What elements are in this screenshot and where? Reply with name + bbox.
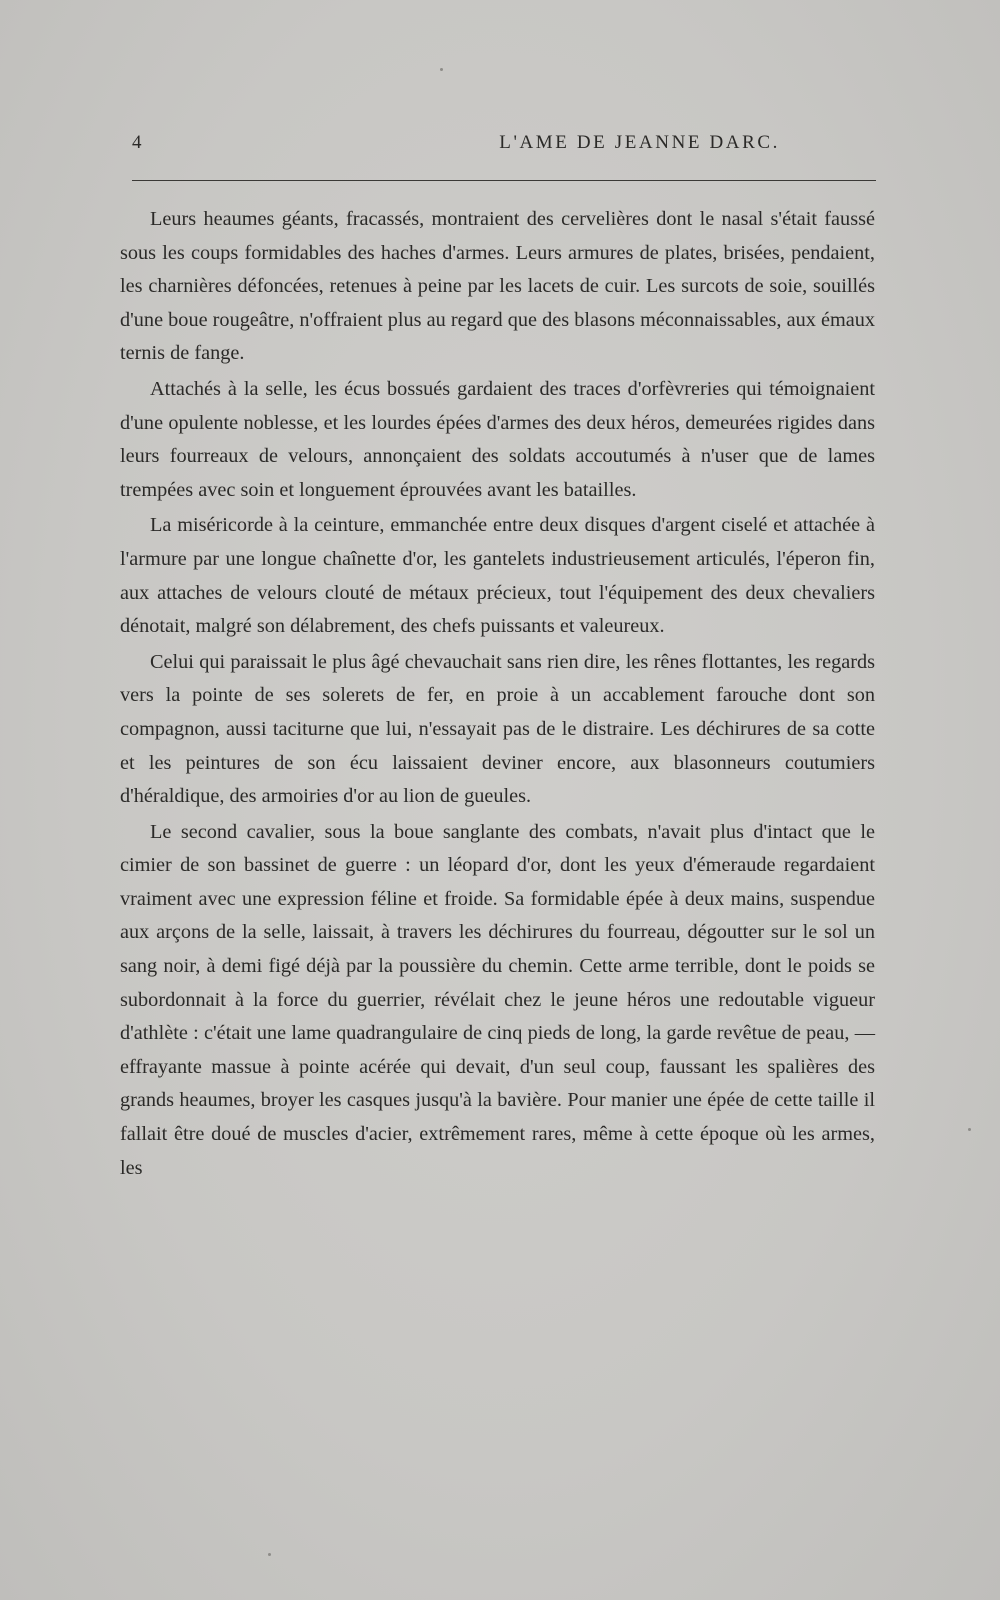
paragraph: Attachés à la selle, les écus bossués gardaient des traces d'orfèvreries qui témoignaient d'une opulente noblesse, et les lourdes épées d'armes des deux héros, demeurées rigides dans leurs fourreaux de velours, annonçaient des soldats accoutumés à n'user que de lames trempées avec soin et longuement éprouvées avant les batailles. — [120, 377, 875, 501]
paragraph: Le second cavalier, sous la boue sanglante des combats, n'avait plus d'intact que le cimier de son bassinet de guerre : un léopard d'or, dont les yeux d'émeraude regardaient vraiment avec une expression féline et froide. Sa formidable épée à deux mains, suspendue aux arçons de la selle, laissait, à travers les déchirures du fourreau, dégoutter sur le sol un sang noir, à demi figé déjà par la poussière du chemin. Cette arme terrible, dont le poids se subordonnait à la force du guerrier, révélait chez le jeune héros une redoutable vigueur d'athlète : c'était une lame quadrangulaire de cinq pieds de long, la garde revêtue de peau, — effrayante massue à pointe acérée qui devait, d'un seul coup, faussant les spalières des grands heaumes, broyer les casques jusqu'à la bavière. Pour manier une épée de cette taille il fallait être doué de muscles d'acier, extrêmement rares, même à cette époque où les armes, les — [120, 820, 875, 1179]
body-text — [120, 203, 875, 1187]
paper-speck — [968, 1128, 971, 1131]
paragraph: Celui qui paraissait le plus âgé chevauchait sans rien dire, les rênes flottantes, les regards vers la pointe de ses solerets de fer, en proie à un accablement farouche dont son compagnon, aussi taciturne que lui, n'essayait pas de le distraire. Les déchirures de sa cotte et les peintures de son écu laissaient deviner encore, aux blasonneurs coutumiers d'héraldique, des armoiries d'or au lion de gueules. — [120, 650, 875, 808]
page-header — [128, 128, 848, 158]
paragraph: Leurs heaumes géants, fracassés, montraient des cervelières dont le nasal s'était faussé sous les coups formidables des haches d'armes. Leurs armures de plates, brisées, pendaient, les charnières défoncées, retenues à peine par les lacets de cuir. Les surcots de soie, souillés d'une boue rougeâtre, n'offraient plus au regard que des blasons méconnaissables, aux émaux ternis de fange. — [120, 208, 875, 365]
header-rule — [132, 180, 876, 181]
paper-speck — [440, 68, 443, 71]
page-number: 4 — [132, 132, 143, 153]
paper-speck — [268, 1553, 271, 1556]
running-title: L'AME DE JEANNE DARC. — [499, 132, 780, 153]
paragraph: La miséricorde à la ceinture, emmanchée entre deux disques d'argent ciselé et attachée à l'armure par une longue chaînette d'or, les gantelets industrieusement articulés, l'éperon fin, aux attaches de velours clouté de métaux précieux, tout l'équipement des deux chevaliers dénotait, malgré son délabrement, des chefs puissants et valeureux. — [120, 514, 875, 638]
